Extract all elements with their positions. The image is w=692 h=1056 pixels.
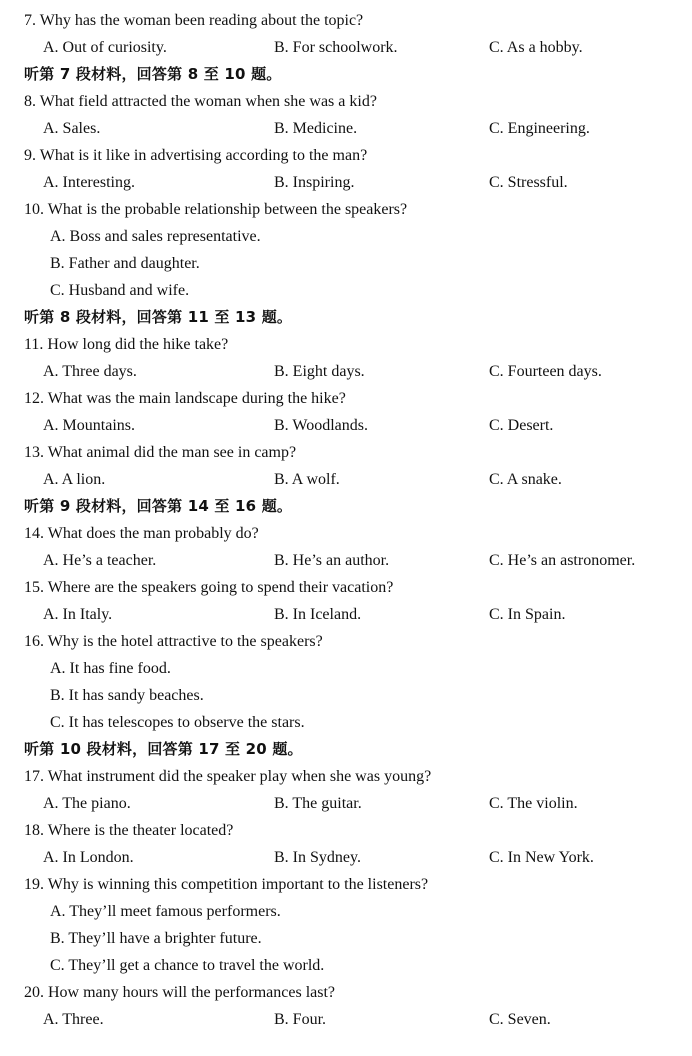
question-text: 7. Why has the woman been reading about the topic? bbox=[24, 12, 364, 29]
options-row bbox=[24, 169, 692, 196]
question-item bbox=[24, 88, 692, 142]
question-text: 13. What animal did the man see in camp? bbox=[24, 444, 297, 461]
option-a: A. Boss and sales representative. bbox=[50, 228, 261, 245]
question-item bbox=[24, 196, 692, 304]
option-a: A. The piano. bbox=[43, 795, 131, 812]
question-item bbox=[24, 331, 692, 385]
option-c: C. The violin. bbox=[489, 795, 578, 812]
options-row bbox=[24, 358, 692, 385]
option-b: B. In Iceland. bbox=[274, 606, 362, 623]
question-section bbox=[24, 736, 692, 1033]
option-c: C. Engineering. bbox=[489, 120, 590, 137]
question-section bbox=[24, 61, 692, 304]
section-heading: 听第 10 段材料，回答第 17 至 20 题。 bbox=[24, 740, 303, 758]
options-row bbox=[24, 466, 692, 493]
question-item bbox=[24, 979, 692, 1033]
options-row bbox=[24, 115, 692, 142]
option-b: B. Inspiring. bbox=[274, 174, 355, 191]
question-text: 20. How many hours will the performances last? bbox=[24, 984, 336, 1001]
option-b: B. A wolf. bbox=[274, 471, 340, 488]
option-b: B. He’s an author. bbox=[274, 552, 390, 569]
option-c: C. They’ll get a chance to travel the world. bbox=[50, 957, 325, 974]
option-a: A. Interesting. bbox=[43, 174, 135, 191]
option-a: A. It has fine food. bbox=[50, 660, 171, 677]
question-item bbox=[24, 871, 692, 979]
options-row bbox=[24, 844, 692, 871]
option-b: B. In Sydney. bbox=[274, 849, 361, 866]
question-item bbox=[24, 439, 692, 493]
option-a: A. Three. bbox=[43, 1011, 104, 1028]
options-row bbox=[24, 547, 692, 574]
option-b: B. For schoolwork. bbox=[274, 39, 398, 56]
question-text: 16. Why is the hotel attractive to the speakers? bbox=[24, 633, 323, 650]
option-c: C. Desert. bbox=[489, 417, 554, 434]
question-text: 11. How long did the hike take? bbox=[24, 336, 229, 353]
option-b: B. Father and daughter. bbox=[50, 255, 200, 272]
option-c: C. It has telescopes to observe the stars. bbox=[50, 714, 305, 731]
option-c: C. He’s an astronomer. bbox=[489, 552, 636, 569]
question-item bbox=[24, 7, 692, 61]
option-a: A. He’s a teacher. bbox=[43, 552, 157, 569]
option-c: C. As a hobby. bbox=[489, 39, 583, 56]
options-row bbox=[24, 412, 692, 439]
question-text: 9. What is it like in advertising according to the man? bbox=[24, 147, 368, 164]
option-c: C. Seven. bbox=[489, 1011, 551, 1028]
question-section bbox=[24, 7, 692, 61]
option-c: C. In Spain. bbox=[489, 606, 566, 623]
option-b: B. Eight days. bbox=[274, 363, 365, 380]
options-row bbox=[24, 790, 692, 817]
option-c: C. Husband and wife. bbox=[50, 282, 190, 299]
option-b: B. The guitar. bbox=[274, 795, 362, 812]
question-item bbox=[24, 385, 692, 439]
question-text: 12. What was the main landscape during the hike? bbox=[24, 390, 346, 407]
option-b: B. Woodlands. bbox=[274, 417, 368, 434]
question-item bbox=[24, 628, 692, 736]
option-c: C. In New York. bbox=[489, 849, 594, 866]
question-item bbox=[24, 142, 692, 196]
options-row bbox=[24, 1006, 692, 1033]
option-b: B. It has sandy beaches. bbox=[50, 687, 204, 704]
option-b: B. Four. bbox=[274, 1011, 327, 1028]
option-c: C. Fourteen days. bbox=[489, 363, 602, 380]
option-a: A. Sales. bbox=[43, 120, 101, 137]
question-item bbox=[24, 817, 692, 871]
question-section bbox=[24, 493, 692, 736]
options-row bbox=[24, 601, 692, 628]
option-c: C. A snake. bbox=[489, 471, 562, 488]
section-heading: 听第 8 段材料，回答第 11 至 13 题。 bbox=[24, 308, 293, 326]
option-a: A. Mountains. bbox=[43, 417, 135, 434]
question-text: 8. What field attracted the woman when she was a kid? bbox=[24, 93, 377, 110]
question-item bbox=[24, 520, 692, 574]
question-section bbox=[24, 304, 692, 493]
section-heading: 听第 7 段材料，回答第 8 至 10 题。 bbox=[24, 65, 282, 83]
option-a: A. Three days. bbox=[43, 363, 137, 380]
options-row bbox=[24, 34, 692, 61]
option-a: A. A lion. bbox=[43, 471, 106, 488]
option-a: A. In London. bbox=[43, 849, 134, 866]
option-a: A. They’ll meet famous performers. bbox=[50, 903, 281, 920]
option-c: C. Stressful. bbox=[489, 174, 568, 191]
option-b: B. Medicine. bbox=[274, 120, 358, 137]
question-text: 15. Where are the speakers going to spend their vacation? bbox=[24, 579, 394, 596]
question-text: 10. What is the probable relationship between the speakers? bbox=[24, 201, 408, 218]
question-text: 14. What does the man probably do? bbox=[24, 525, 259, 542]
question-text: 18. Where is the theater located? bbox=[24, 822, 234, 839]
option-a: A. Out of curiosity. bbox=[43, 39, 167, 56]
question-text: 17. What instrument did the speaker play when she was young? bbox=[24, 768, 432, 785]
option-b: B. They’ll have a brighter future. bbox=[50, 930, 262, 947]
question-text: 19. Why is winning this competition important to the listeners? bbox=[24, 876, 429, 893]
section-heading: 听第 9 段材料，回答第 14 至 16 题。 bbox=[24, 497, 293, 515]
question-item bbox=[24, 763, 692, 817]
option-a: A. In Italy. bbox=[43, 606, 113, 623]
question-item bbox=[24, 574, 692, 628]
